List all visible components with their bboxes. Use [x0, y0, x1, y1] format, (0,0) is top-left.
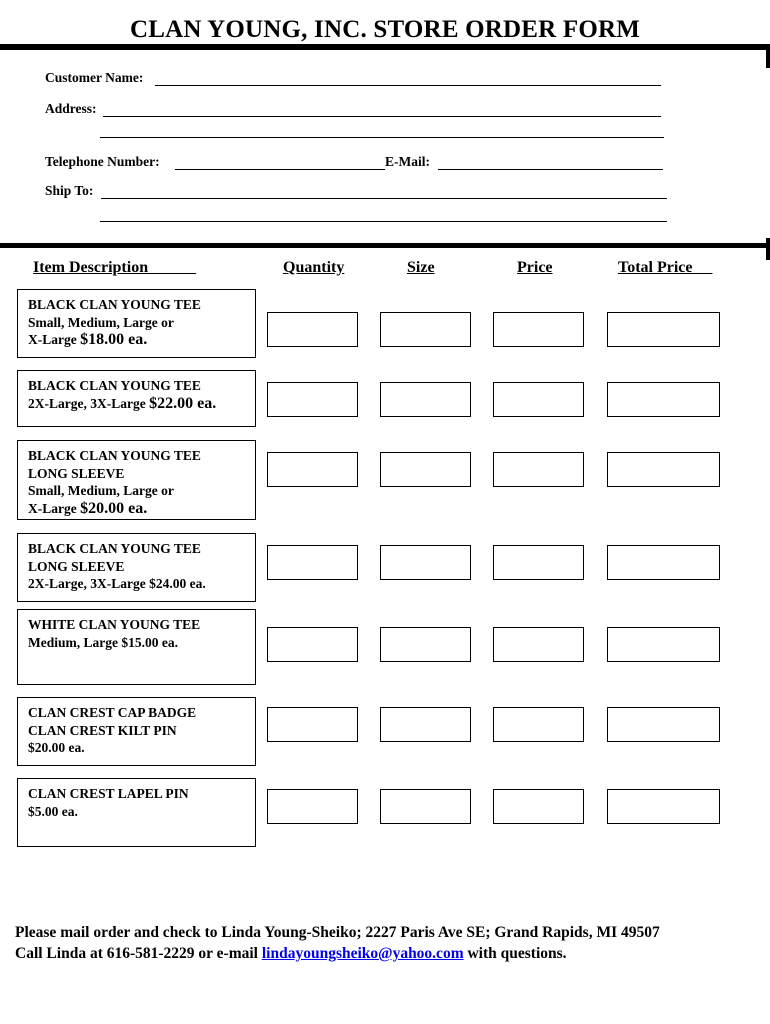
item-line: BLACK CLAN YOUNG TEE [28, 297, 201, 312]
item-line: BLACK CLAN YOUNG TEE [28, 541, 201, 556]
total-input-row-3[interactable] [607, 452, 720, 487]
price-input-row-7[interactable] [493, 789, 584, 824]
total-input-row-2[interactable] [607, 382, 720, 417]
column-header-size: Size [407, 259, 435, 276]
total-input-row-4[interactable] [607, 545, 720, 580]
item-line: WHITE CLAN YOUNG TEE [28, 617, 201, 632]
item-description-3 [17, 440, 256, 520]
customer-name-field[interactable] [155, 85, 661, 86]
item-description-4 [17, 533, 256, 602]
email-label: E-Mail: [385, 154, 430, 169]
item-line: Medium, Large $15.00 ea. [28, 634, 178, 650]
price-input-row-5[interactable] [493, 627, 584, 662]
item-line: BLACK CLAN YOUNG TEE [28, 378, 201, 393]
price-input-row-1[interactable] [493, 312, 584, 347]
address-label: Address: [45, 101, 97, 116]
contact-line: Call Linda at 616-581-2229 or e-mail lindayoungsheiko@yahoo.com with questions. [15, 945, 567, 962]
item-description-6 [17, 697, 256, 766]
section-rule-tick [766, 238, 770, 260]
mailing-instructions: Please mail order and check to Linda Young-Sheiko; 2227 Paris Ave SE; Grand Rapids, MI 49507 [15, 924, 660, 941]
quantity-input-row-7[interactable] [267, 789, 358, 824]
size-input-row-7[interactable] [380, 789, 471, 824]
item-description-1 [17, 289, 256, 358]
item-line: X-Large $20.00 ea. [28, 499, 148, 517]
item-line: CLAN CREST KILT PIN [28, 722, 177, 738]
email-field[interactable] [438, 169, 663, 170]
item-description-5 [17, 609, 256, 685]
item-line: X-Large $18.00 ea. [28, 331, 148, 348]
size-input-row-5[interactable] [380, 627, 471, 662]
item-line: Small, Medium, Large or [28, 483, 174, 498]
address-field[interactable] [103, 116, 661, 117]
column-header-total: Total Price [618, 259, 693, 276]
item-description-7 [17, 778, 256, 847]
size-input-row-6[interactable] [380, 707, 471, 742]
quantity-input-row-4[interactable] [267, 545, 358, 580]
item-description-2 [17, 370, 256, 427]
section-rule [0, 243, 770, 248]
total-input-row-7[interactable] [607, 789, 720, 824]
form-title: CLAN YOUNG, INC. STORE ORDER FORM [129, 16, 641, 43]
column-header-price: Price [517, 259, 553, 276]
top-rule-tick [766, 44, 770, 68]
item-price: $20.00 ea. [80, 499, 148, 517]
quantity-input-row-1[interactable] [267, 312, 358, 347]
item-line: 2X-Large, 3X-Large $24.00 ea. [28, 576, 206, 591]
total-input-row-1[interactable] [607, 312, 720, 347]
quantity-input-row-3[interactable] [267, 452, 358, 487]
item-line: CLAN CREST LAPEL PIN [28, 786, 189, 801]
price-input-row-3[interactable] [493, 452, 584, 487]
ship-to-label: Ship To: [45, 183, 94, 198]
total-input-row-5[interactable] [607, 627, 720, 662]
column-header-item: Item Description [33, 259, 149, 276]
item-line: $5.00 ea. [28, 803, 78, 819]
size-input-row-1[interactable] [380, 312, 471, 347]
item-line: LONG SLEEVE [28, 465, 125, 481]
email-link[interactable]: lindayoungsheiko@yahoo.com [261, 945, 464, 962]
item-line: CLAN CREST CAP BADGE [28, 705, 197, 720]
price-input-row-2[interactable] [493, 382, 584, 417]
customer-name-label: Customer Name: [45, 70, 144, 85]
column-header-quantity: Quantity [283, 259, 345, 276]
telephone-field[interactable] [175, 169, 385, 170]
quantity-input-row-5[interactable] [267, 627, 358, 662]
size-input-row-3[interactable] [380, 452, 471, 487]
top-rule [0, 44, 770, 50]
price-input-row-4[interactable] [493, 545, 584, 580]
item-line: 2X-Large, 3X-Large $22.00 ea. [28, 394, 217, 412]
size-input-row-2[interactable] [380, 382, 471, 417]
ship-to-field-line-2[interactable] [100, 221, 667, 222]
quantity-input-row-2[interactable] [267, 382, 358, 417]
ship-to-field[interactable] [101, 198, 667, 199]
total-input-row-6[interactable] [607, 707, 720, 742]
price-input-row-6[interactable] [493, 707, 584, 742]
item-line: BLACK CLAN YOUNG TEE [28, 448, 201, 463]
telephone-label: Telephone Number: [45, 154, 160, 169]
item-line: $20.00 ea. [28, 740, 85, 755]
item-line: Small, Medium, Large or [28, 314, 174, 330]
item-price: $18.00 ea. [80, 331, 148, 348]
quantity-input-row-6[interactable] [267, 707, 358, 742]
address-field-line-2[interactable] [100, 137, 664, 138]
item-price: $22.00 ea. [149, 394, 217, 412]
size-input-row-4[interactable] [380, 545, 471, 580]
item-line: LONG SLEEVE [28, 558, 125, 574]
